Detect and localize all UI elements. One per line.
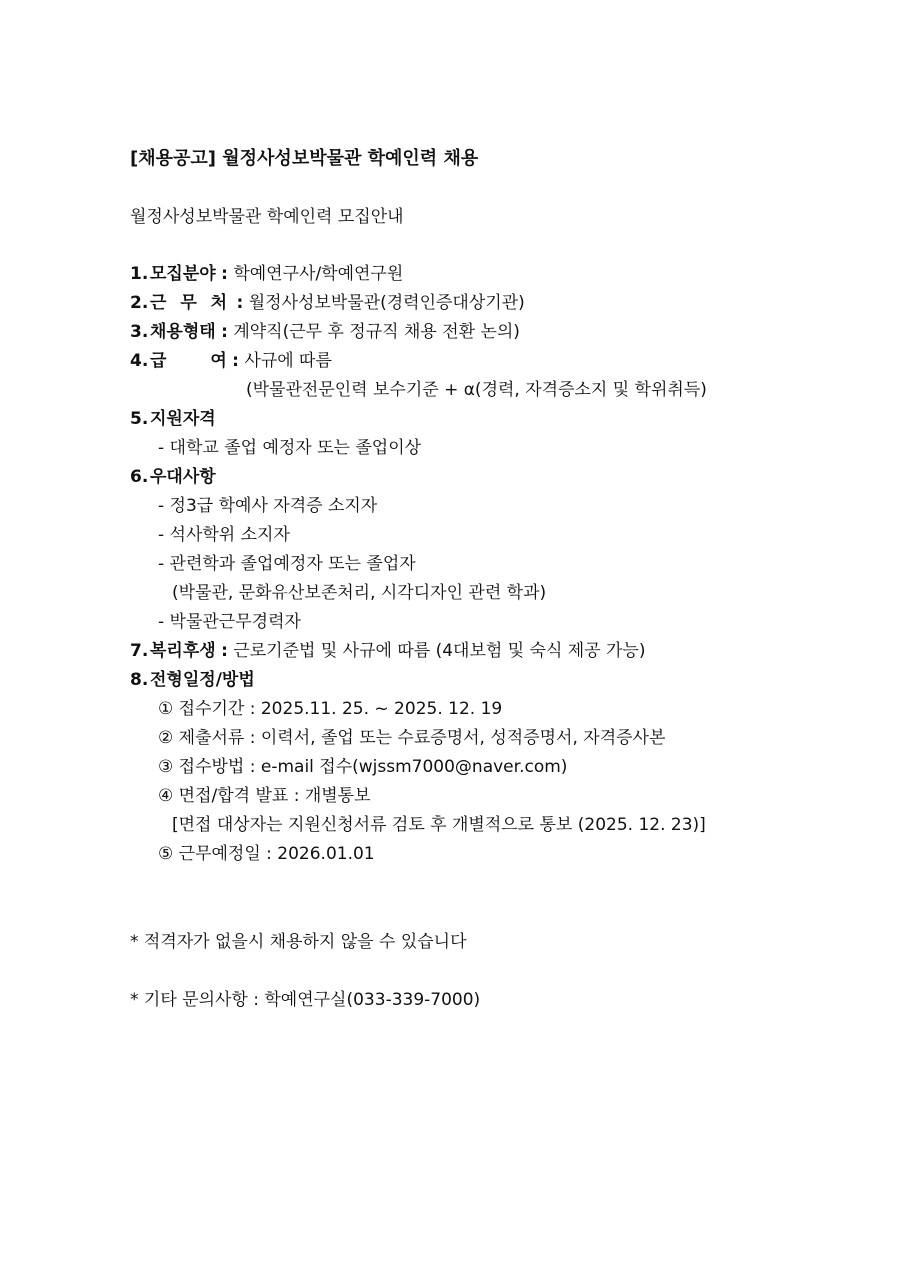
item-label: 근 무 처: [150, 293, 232, 313]
item-label: 복리후생: [150, 641, 216, 661]
item-label: 전형일정/방법: [150, 670, 255, 690]
item-label: 우대사항: [150, 467, 216, 487]
item-value: 계약직(근무 후 정규직 채용 전환 논의): [233, 322, 520, 342]
schedule-sub-note: [면접 대상자는 지원신청서류 검토 후 개별적으로 통보 (2025. 12. 23)]: [172, 815, 706, 835]
item-label: 급 여: [150, 351, 227, 371]
preference-sub-note: (박물관, 문화유산보존처리, 시각디자인 관련 학과): [172, 583, 547, 603]
footnote: * 기타 문의사항 : 학예연구실(033-339-7000): [130, 990, 481, 1010]
item-preference: 6. 우대사항: [130, 467, 216, 487]
item-schedule: 8. 전형일정/방법: [130, 670, 255, 690]
item-label: 채용형태: [150, 322, 216, 342]
item-value: 월정사성보박물관(경력인증대상기관): [248, 293, 525, 313]
qualification-sub: - 대학교 졸업 예정자 또는 졸업이상: [158, 438, 422, 458]
item-salary-detail: (박물관전문인력 보수기준 + α(경력, 자격증소지 및 학위취득): [246, 380, 707, 400]
item-label: 지원자격: [150, 409, 216, 429]
item-employment-type: 3. 채용형태 : 계약직(근무 후 정규직 채용 전환 논의): [130, 322, 520, 342]
item-workplace: 2. 근 무 처 : 월정사성보박물관(경력인증대상기관): [130, 293, 525, 313]
item-value: 사규에 따름: [244, 351, 332, 371]
schedule-sub: ③ 접수방법 : e-mail 접수(wjssm7000@naver.com): [158, 757, 568, 777]
preference-sub: - 박물관근무경력자: [158, 612, 301, 632]
item-label: 모집분야: [150, 264, 216, 284]
schedule-sub: ① 접수기간 : 2025.11. 25. ~ 2025. 12. 19: [158, 699, 503, 719]
item-welfare: 7. 복리후생 : 근로기준법 및 사규에 따름 (4대보험 및 숙식 제공 가능): [130, 641, 646, 661]
footnote: * 적격자가 없을시 채용하지 않을 수 있습니다: [130, 932, 467, 952]
item-qualification: 5. 지원자격: [130, 409, 216, 429]
item-recruit-field: 1. 모집분야 : 학예연구사/학예연구원: [130, 264, 404, 284]
page-subtitle: 월정사성보박물관 학예인력 모집안내: [130, 207, 404, 227]
schedule-sub: ⑤ 근무예정일 : 2026.01.01: [158, 844, 375, 864]
item-value: 학예연구사/학예연구원: [233, 264, 404, 284]
preference-sub: - 정3급 학예사 자격증 소지자: [158, 496, 378, 516]
item-value: 근로기준법 및 사규에 따름 (4대보험 및 숙식 제공 가능): [233, 641, 646, 661]
page-title: [채용공고] 월정사성보박물관 학예인력 채용: [130, 148, 479, 169]
preference-sub: - 관련학과 졸업예정자 또는 졸업자: [158, 554, 416, 574]
item-salary: 4. 급 여 : 사규에 따름: [130, 351, 332, 371]
preference-sub: - 석사학위 소지자: [158, 525, 290, 545]
schedule-sub: ② 제출서류 : 이력서, 졸업 또는 수료증명서, 성적증명서, 자격증사본: [158, 728, 666, 748]
schedule-sub: ④ 면접/합격 발표 : 개별통보: [158, 786, 371, 806]
